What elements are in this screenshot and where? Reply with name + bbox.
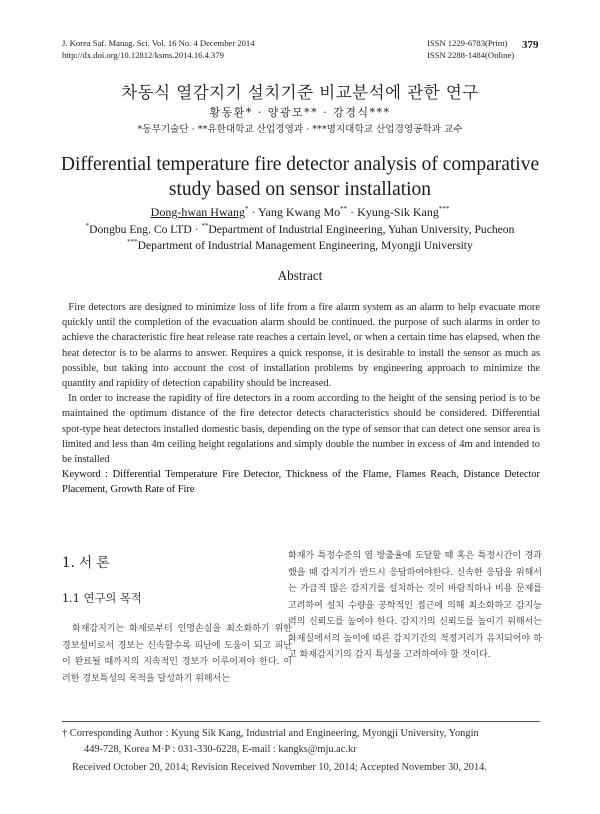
section-1-heading: 1. 서 론 bbox=[62, 555, 110, 571]
english-affiliation-1 bbox=[0, 223, 600, 236]
footnote-corresponding-author: † Corresponding Author : Kyung Sik Kang, Industrial and Engineering, Myongji University, Yongin bbox=[62, 728, 479, 739]
page-number: 379 bbox=[522, 39, 539, 51]
doi-link[interactable]: http://dx.doi.org/10.12812/ksms.2014.16.4.379 bbox=[62, 50, 224, 60]
running-header-right bbox=[427, 37, 514, 61]
section-1-1-heading: 1.1 연구의 목적 bbox=[62, 592, 142, 605]
korean-affiliations: *동부기술단 · **유한대학교 산업경영과 · ***명지대학교 산업경영공학과 교수 bbox=[137, 124, 463, 135]
journal-citation: J. Korea Saf. Manag. Sci. Vol. 16 No. 4 December 2014 bbox=[62, 38, 255, 48]
korean-title: 차동식 열감지기 설치기준 비교분석에 관한 연구 bbox=[121, 83, 479, 102]
abstract-body bbox=[62, 300, 540, 498]
english-authors bbox=[0, 205, 600, 220]
running-header-left bbox=[62, 37, 255, 61]
abstract-keywords: Keyword : Differential Temperature Fire Detector, Thickness of the Flame, Flames Reach, Distance Detector Placement, Growth Rate of Fire bbox=[62, 469, 540, 496]
issn-print: ISSN 1229-6783(Print) bbox=[427, 38, 508, 48]
abstract-heading: Abstract bbox=[277, 268, 323, 283]
author-2-mark: ** bbox=[340, 205, 348, 213]
affiliation-2-mark: *** bbox=[127, 238, 138, 247]
english-title-line-2: study based on sensor installation bbox=[168, 179, 432, 200]
author-separator: · bbox=[347, 205, 358, 219]
english-title-line-1: Differential temperature fire detector analysis of comparative bbox=[60, 154, 540, 175]
affiliation-1-b: Department of Industrial Engineering, Yuhan University, Pucheon bbox=[208, 223, 515, 236]
english-affiliation-2 bbox=[0, 239, 600, 252]
author-3-name: Kyung-Sik Kang bbox=[357, 205, 439, 219]
author-2-name: Yang Kwang Mo bbox=[258, 205, 341, 219]
english-title bbox=[0, 152, 600, 202]
korean-authors: 황동환* · 양광모** · 강경식*** bbox=[209, 106, 391, 119]
body-right-column: 화재가 특정수준의 열 방출율에 도달할 때 혹은 특정시간이 경과했을 때 감지기가 반드시 응답하여야한다. 신속한 응답을 위해서는 가급적 많은 감지기를 설치하는 것이 바람직하나 비용 문제를 고려하여 설치 수량을 공학적인 접근에 의해 최소화하고 감지능력의 신뢰도를 높여야 한다. 감지기의 신뢰도를 높이기 위해서는 화재실에서의 높이에 따른 감지기간의 적정거리가 유지되어야 하고 화재감지기의 감지 특성을 고려하여야 할 것이다. bbox=[288, 551, 542, 660]
abstract-paragraph-2: In order to increase the rapidity of fire detectors in a room according to the height of the sensing period is to be maintained the optimum distance of the fire detector detects characteristics should be considered. Differential spot-type heat detectors installed domestic basis, depending on the type of sensor that can detect one sensor area is limited and less than 4m ceiling height regulations and simply double the number in excess of 4m and intended to be installed bbox=[62, 393, 540, 466]
body-left-column: 화재감지기는 화재로부터 인명손실을 최소화하기 위한 경보설비로서 경보는 신속할수록 피난에 도움이 되고 피난이 완료될 때까지의 지속적인 경보가 이루어져야 한다. 이러한 경보특성의 목적을 달성하기 위해서는 bbox=[62, 624, 292, 684]
footnote-divider bbox=[62, 721, 540, 722]
abstract-paragraph-1: Fire detectors are designed to minimize loss of life from a fire alarm system as an alarm to help evacuate more quickly until the completion of the evacuation alarm should be continued. the purpose of such alarms in order to achieve the characteristic fire heat release rate reaches a certain level, or when a certain time has elapsed, when the heat detector is to be alarms to answer. Requires a quick response, it is desirable to install the sensor as much as possible, but taking into account the cost of installation problems by engineering approach to minimize the quantity and rapidity of detection capability should be increased. bbox=[62, 302, 540, 390]
author-3-mark: *** bbox=[438, 205, 450, 213]
author-1-name: Dong-hwan Hwang bbox=[150, 205, 245, 219]
affiliation-2-text: Department of Industrial Management Engineering, Myongji University bbox=[137, 239, 473, 252]
affiliation-1-mark: * bbox=[85, 222, 90, 231]
footnote-contact: 449-728, Korea M·P : 031-330-6228, E-mail : kangks@mju.ac.kr bbox=[84, 744, 357, 755]
affiliation-1-a: Dongbu Eng. Co LTD · bbox=[89, 223, 202, 236]
author-1-mark: * bbox=[244, 205, 249, 213]
affiliation-1-mark-2: ** bbox=[201, 222, 209, 231]
issn-online: ISSN 2288-1484(Online) bbox=[427, 50, 515, 60]
footnote-received-dates: Received October 20, 2014; Revision Received November 10, 2014; Accepted November 30, 2014. bbox=[72, 762, 487, 773]
author-separator: · bbox=[248, 205, 259, 219]
